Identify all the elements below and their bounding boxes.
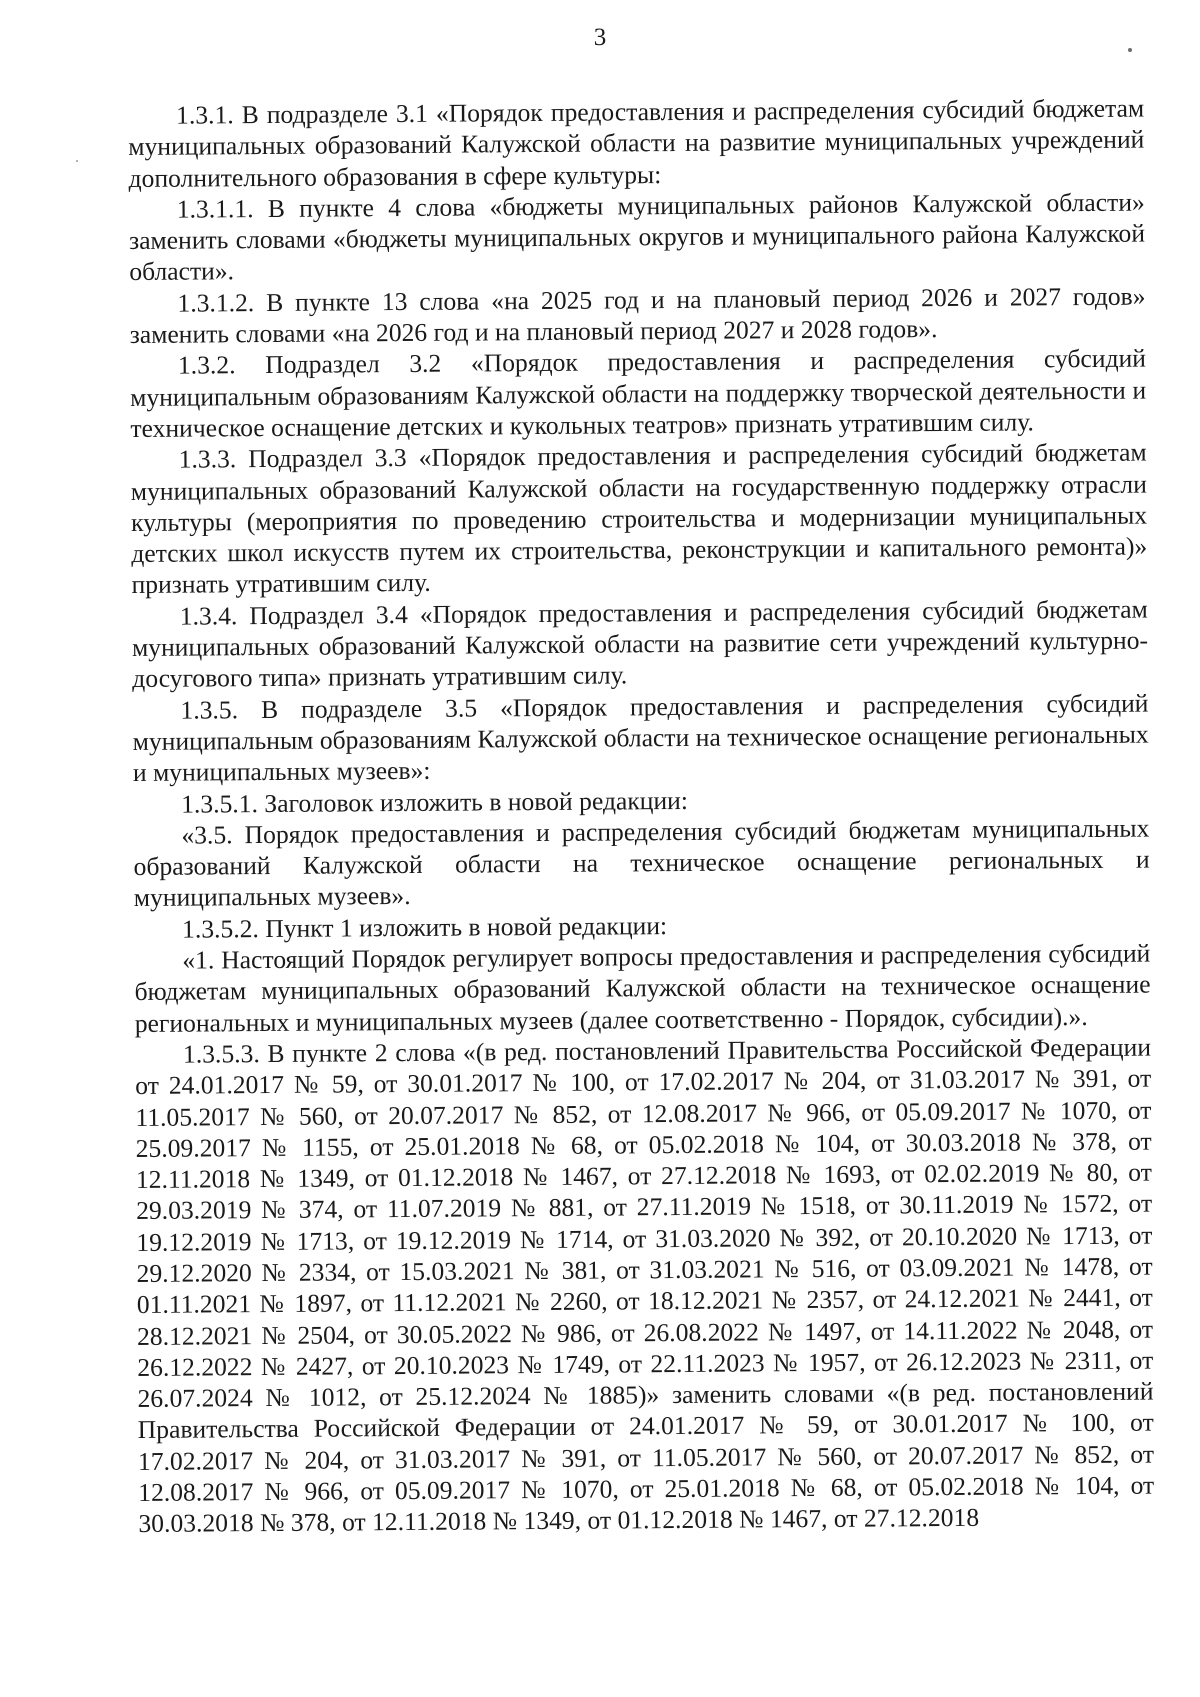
page-number: 3 [593,24,607,51]
paragraph-new-heading-3-5: «3.5. Порядок предоставления и распределения субсидий бюджетам муниципальных образований Калужской области на техническое оснащение региональных и муниципальных музеев». [133,813,1150,913]
paragraph-1-3-1-1: 1.3.1.1. В пункте 4 слова «бюджеты муниципальных районов Калужской области» заменить словами «бюджеты муниципальных округов и муниципального района Калужской области». [128,187,1146,287]
paragraph-1-3-5: 1.3.5. В подразделе 3.5 «Порядок предоставления и распределения субсидий муниципальным образованиям Калужской области на техническое оснащение региональных и муниципальных музеев»: [132,688,1149,788]
paragraph-1-3-5-1: 1.3.5.1. Заголовок изложить в новой редакции: [181,785,689,819]
paragraph-1-3-1-2: 1.3.1.2. В пункте 13 слова «на 2025 год и на плановый период 2026 и 2027 годов» заменить словами «на 2026 год и на плановый период 2027 и 2028 годов». [129,281,1146,350]
document-body [128,93,1155,1540]
paragraph-new-item-1: «1. Настоящий Порядок регулирует вопросы предоставления и распределения субсидий бюджетам муниципальных образований Калужской области на техническое оснащение региональных и муниципальных музеев (далее соответственно - Порядок, субсидии).». [134,938,1151,1038]
scan-speck [76,160,78,162]
paragraph-1-3-4: 1.3.4. Подраздел 3.4 «Порядок предоставления и распределения субсидий бюджетам муниципальных образований Калужской области на развитие сети учреждений культурно-досугового типа» признать утратившим силу. [131,594,1149,694]
paragraph-1-3-1: 1.3.1. В подразделе 3.1 «Порядок предоставления и распределения субсидий бюджетам муниципальных образований Калужской области на развитие муниципальных учреждений дополнительного образования в сфере культуры: [128,93,1145,193]
paragraph-1-3-5-3: 1.3.5.3. В пункте 2 слова «(в ред. постановлений Правительства Российской Федерации от 24.01.2017 № 59, от 30.01.2017 № 100, от 17.02.2017 № 204, от 31.03.2017 № 391, от 11.05.2017 № 560, от 20.07.2017 № 852, от 12.08.2017 № 966, от 05.09.2017 № 1070, от 25.09.2017 № 1155, от 25.01.2018 № 68, от 05.02.2018 № 104, от 30.03.2018 № 378, от 12.11.2018 № 1349, от 01.12.2018 № 1467, от 27.12.2018 № 1693, от 02.02.2019 № 80, от 29.03.2019 № 374, от 11.07.2019 № 881, от 27.11.2019 № 1518, от 30.11.2019 № 1572, от 19.12.2019 № 1713, от 19.12.2019 № 1714, от 31.03.2020 № 392, от 20.10.2020 № 1713, от 29.12.2020 № 2334, от 15.03.2021 № 381, от 31.03.2021 № 516, от 03.09.2021 № 1478, от 01.11.2021 № 1897, от 11.12.2021 № 2260, от 18.12.2021 № 2357, от 24.12.2021 № 2441, от 28.12.2021 № 2504, от 30.05.2022 № 986, от 26.08.2022 № 1497, от 14.11.2022 № 2048, от 26.12.2022 № 2427, от 20.10.2023 № 1749, от 22.11.2023 № 1957, от 26.12.2023 № 2311, от 26.07.2024 № 1012, от 25.12.2024 № 1885)» заменить словами «(в ред. постановлений Правительства Российской Федерации от 24.01.2017 № 59, от 30.01.2017 № 100, от 17.02.2017 № 204, от 31.03.2017 № 391, от 11.05.2017 № 560, от 20.07.2017 № 852, от 12.08.2017 № 966, от 05.09.2017 № 1070, от 25.01.2018 № 68, от 05.02.2018 № 104, от 30.03.2018 № 378, от 12.11.2018 № 1349, от 01.12.2018 № 1467, от 27.12.2018 [135,1032,1155,1539]
paragraph-1-3-3: 1.3.3. Подраздел 3.3 «Порядок предоставления и распределения субсидий бюджетам муниципальных образований Калужской области на государственную поддержку отрасли культуры (мероприятия по проведению строительства и модернизации муниципальных детских школ искусств путем их строительства, реконструкции и капитального ремонта)» признать утратившим силу. [130,437,1148,600]
scan-speck [1128,48,1132,52]
paragraph-1-3-5-2: 1.3.5.2. Пункт 1 изложить в новой редакции: [181,910,668,944]
paragraph-1-3-2: 1.3.2. Подраздел 3.2 «Порядок предоставления и распределения субсидий муниципальным образованиям Калужской области на поддержку творческой деятельности и техническое оснащение детских и кукольных театров» признать утратившим силу. [130,343,1147,443]
